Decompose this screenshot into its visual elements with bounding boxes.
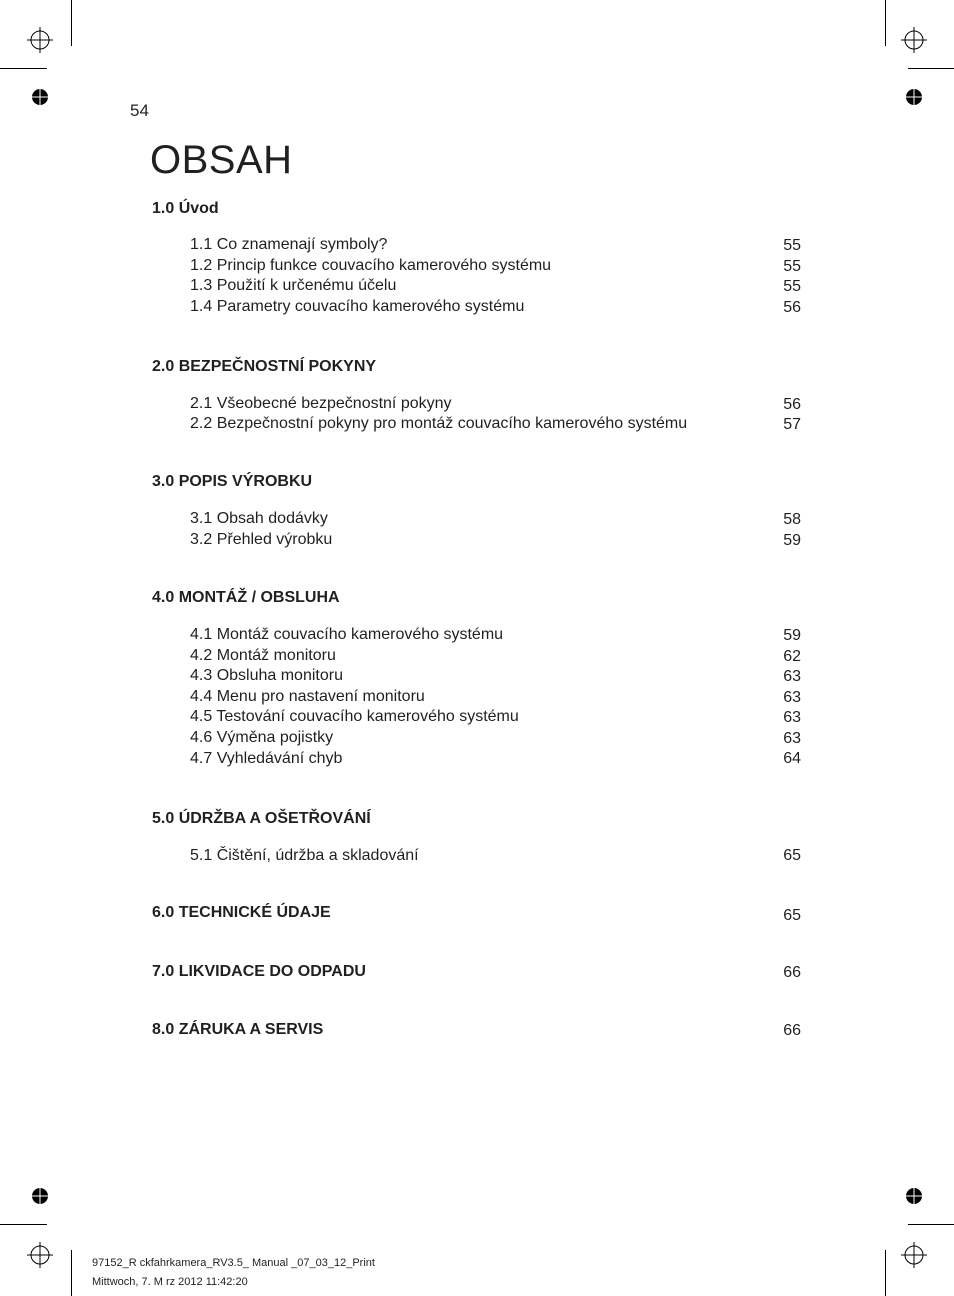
print-slug-timestamp: Mittwoch, 7. M rz 2012 11:42:20 [92,1276,248,1288]
section-heading: 5.0 ÚDRŽBA A OŠETŘOVÁNÍ [152,810,371,827]
registration-mark-icon [901,27,927,53]
toc-entry-title: 1.1 Co znamenají symboly? [190,236,388,253]
toc-entry-title: 1.4 Parametry couvacího kamerového systému [190,298,525,315]
registration-mark-icon [901,1242,927,1268]
toc-entry-title: 2.2 Bezpečnostní pokyny pro montáž couvacího kamerového systému [190,415,688,432]
toc-entry-title: 4.7 Vyhledávání chyb [190,750,343,767]
section-heading: 4.0 MONTÁŽ / OBSLUHA [152,589,340,606]
registration-mark-icon [27,1242,53,1268]
toc-entry-title: 2.1 Všeobecné bezpečnostní pokyny [190,395,452,412]
section-page: 66 [783,964,801,981]
section-heading: 6.0 TECHNICKÉ ÚDAJE [152,904,331,921]
toc-entry-page: 56 [783,396,801,413]
toc-entry-page: 56 [783,299,801,316]
toc-entry-page: 57 [783,416,801,433]
toc-entry-page: 63 [783,689,801,706]
trim-line [908,68,954,69]
trim-line [885,1250,886,1296]
toc-entry-title: 4.5 Testování couvacího kamerového systému [190,708,519,725]
toc-entry-page: 59 [783,627,801,644]
toc-entry-page: 63 [783,730,801,747]
section-heading: 1.0 Úvod [152,200,219,217]
toc-entry-title: 5.1 Čištění, údržba a skladování [190,847,419,864]
toc-entry-page: 55 [783,278,801,295]
toc-entry-page: 64 [783,750,801,767]
toc-entry-title: 4.6 Výměna pojistky [190,729,334,746]
toc-entry-title: 1.2 Princip funkce couvacího kamerového systému [190,257,552,274]
trim-line [885,0,886,46]
trim-line [908,1224,954,1225]
toc-entry-title: 4.3 Obsluha monitoru [190,667,343,684]
toc-entry-page: 62 [783,648,801,665]
trim-line [0,1224,47,1225]
trim-line [0,68,47,69]
toc-entry-page: 63 [783,709,801,726]
target-mark-icon [30,1186,50,1206]
toc-entry-title: 1.3 Použití k určenému účelu [190,277,397,294]
toc-entry-page: 55 [783,237,801,254]
toc-entry-page: 59 [783,532,801,549]
section-heading: 8.0 ZÁRUKA A SERVIS [152,1021,324,1038]
toc-entry-title: 4.4 Menu pro nastavení monitoru [190,688,425,705]
target-mark-icon [30,87,50,107]
section-page: 65 [783,907,801,924]
toc-entry-page: 55 [783,258,801,275]
section-page: 66 [783,1022,801,1039]
toc-entry-page: 65 [783,847,801,864]
toc-entry-title: 3.1 Obsah dodávky [190,510,328,527]
registration-mark-icon [27,27,53,53]
page-title: OBSAH [150,138,293,182]
trim-line [71,1250,72,1296]
target-mark-icon [904,87,924,107]
print-slug-filename: 97152_R ckfahrkamera_RV3.5_ Manual _07_03_12_Print [92,1257,375,1269]
toc-entry-page: 63 [783,668,801,685]
section-heading: 2.0 BEZPEČNOSTNÍ POKYNY [152,358,377,375]
target-mark-icon [904,1186,924,1206]
toc-entry-title: 4.2 Montáž monitoru [190,647,336,664]
toc-entry-page: 58 [783,511,801,528]
section-heading: 3.0 POPIS VÝROBKU [152,473,313,490]
trim-line [71,0,72,46]
page-number: 54 [130,101,149,120]
toc-entry-title: 4.1 Montáž couvacího kamerového systému [190,626,504,643]
section-heading: 7.0 LIKVIDACE DO ODPADU [152,963,366,980]
toc-entry-title: 3.2 Přehled výrobku [190,531,333,548]
